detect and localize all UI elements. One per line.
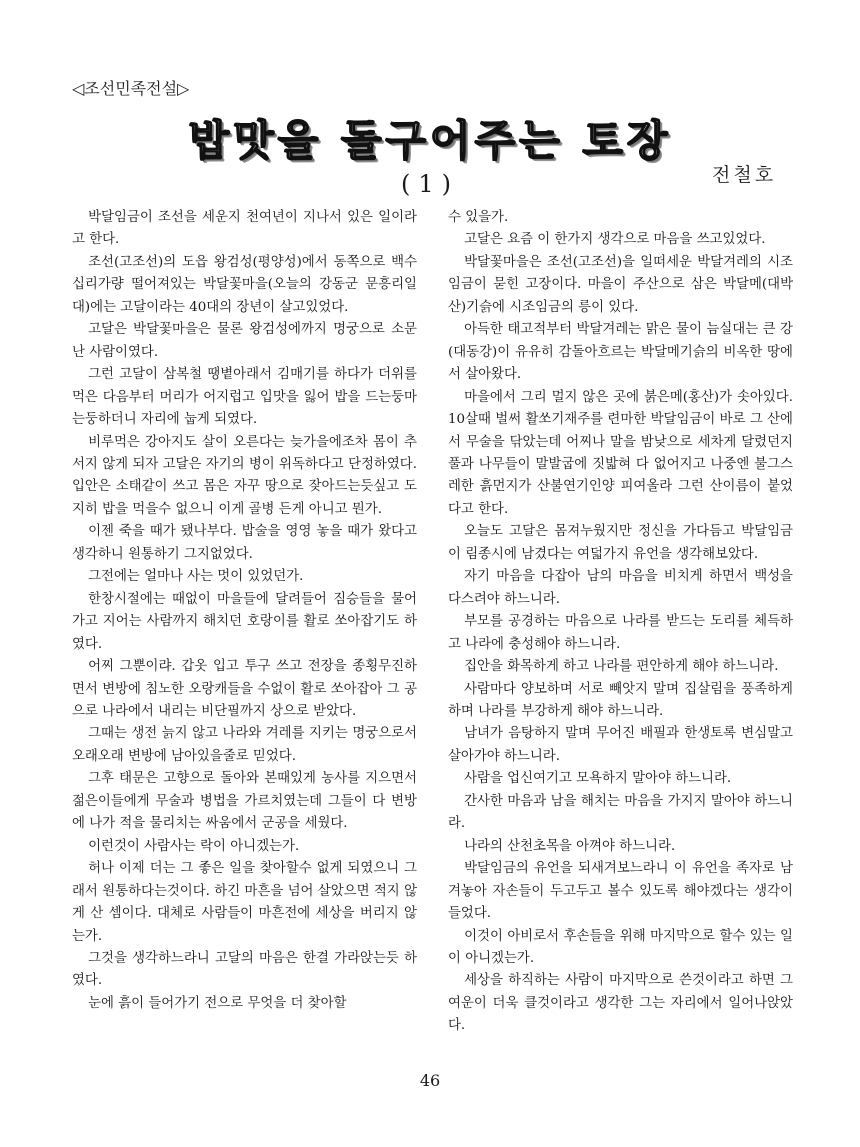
page-number: 46 bbox=[419, 1071, 441, 1090]
left-column bbox=[72, 207, 417, 1015]
paragraph: 허나 이제 더는 그 좋은 일을 찾아할수 없게 되였으니 그래서 원통하다는것이다. 하긴 마흔을 넘어 살았으면 적지 않게 산 셈이다. 대체로 사람들이 마흔전에 세상을 버리지 않는가. bbox=[72, 861, 417, 944]
paragraph: 조선(고조선)의 도읍 왕검성(평양성)에서 동쪽으로 백수십리가량 떨어져있는 박달꽃마을(오늘의 강동군 문흥리일대)에는 고달이라는 40대의 장년이 살고있었다. bbox=[72, 254, 417, 315]
paragraph: 이런것이 사람사는 락이 아니겠는가. bbox=[88, 838, 300, 854]
paragraph: 그런 고달이 삼복철 땡볕아래서 김매기를 하다가 더위를 먹은 다음부터 머리가 어지럽고 입맛을 잃어 밥을 드는둥마는둥하더니 자리에 눕게 되였다. bbox=[72, 367, 417, 428]
part-number: (1) bbox=[401, 170, 459, 198]
paragraph: 한창시절에는 때없이 마을들에 달려들어 짐승들을 물어가고 지어는 사람까지 해치던 호랑이를 활로 쏘아잡기도 하였다. bbox=[72, 591, 417, 652]
right-column bbox=[448, 207, 793, 1038]
paragraph: 아득한 태고적부터 박달겨레는 맑은 물이 늠실대는 큰 강(대동강)이 유유히 감돌아흐르는 박달메기슭의 비옥한 땅에서 살아왔다. bbox=[448, 322, 793, 383]
paragraph: 집안을 화목하게 하고 나라를 편안하게 해야 하느니라. bbox=[464, 659, 779, 675]
paragraph: 박달꽃마을은 조선(고조선)을 일떠세운 박달겨레의 시조임금이 묻힌 고장이다. 마을이 주산으로 삼은 박달메(대박산)기슭에 시조임금의 릉이 있다. bbox=[448, 254, 793, 315]
story-title: 밥맛을 돌구어주는 토장 bbox=[188, 116, 672, 165]
author-name: 전철호 bbox=[712, 164, 777, 186]
paragraph: 세상을 하직하는 사람이 마지막으로 쓴것이라고 하면 그 여운이 더욱 클것이라고 생각한 그는 자리에서 일어나앉았다. bbox=[448, 973, 793, 1034]
paragraph: 사람마다 양보하며 서로 빼앗지 말며 집살림을 풍족하게 하며 나라를 부강하게 해야 하느니라. bbox=[448, 681, 793, 719]
paragraph: 오늘도 고달은 몸져누웠지만 정신을 가다듬고 박달임금이 림종시에 남겼다는 여덟가지 유언을 생각해보았다. bbox=[448, 524, 793, 562]
paragraph: 그것을 생각하느라니 고달의 마음은 한결 가라앉는듯 하였다. bbox=[72, 950, 417, 989]
paragraph: 남녀가 음탕하지 말며 무어진 배필과 한생토록 변심말고 살아가야 하느니라. bbox=[448, 726, 793, 764]
paragraph: 이것이 아비로서 후손들을 위해 마지막으로 할수 있는 일이 아니겠는가. bbox=[448, 928, 793, 966]
paragraph: 간사한 마음과 남을 해치는 마음을 가지지 말아야 하느니라. bbox=[448, 793, 793, 832]
paragraph: 고달은 박달꽃마을은 물론 왕검성에까지 명궁으로 소문난 사람이였다. bbox=[72, 322, 417, 360]
paragraph: 이젠 죽을 때가 됐나부다. 밥술을 영영 놓을 때가 왔다고 생각하니 원통하기 그지없었다. bbox=[72, 524, 417, 562]
paragraph: 자기 마음을 다잡아 남의 마음을 비치게 하면서 백성을 다스려야 하느니라. bbox=[448, 569, 793, 607]
paragraph-continuation: 수 있을가. bbox=[448, 210, 509, 225]
paragraph: 그때는 생전 늙지 않고 나라와 겨레를 지키는 명궁으로서 오래오래 변방에 남아있을줄로 믿었다. bbox=[72, 726, 417, 764]
paragraph: 비루먹은 강아지도 살이 오른다는 늦가을에조차 몸이 추서지 않게 되자 고달은 자기의 병이 위독하다고 단정하였다. 입안은 소태같이 쓰고 몸은 자꾸 땅으로 잦아드는듯싶고 도지히 밥을 먹을수 없으니 이게 골병 든게 아니고 뭔가. bbox=[72, 434, 417, 517]
paragraph: 마을에서 그리 멀지 않은 곳에 붉은메(홍산)가 솟아있다. 10살때 벌써 활쏘기재주를 련마한 박달임금이 바로 그 산에서 무술을 닦았는데 어찌나 말을 밤낮으로 세차게 달렸던지 풀과 나무들이 말발굽에 짓밟혀 다 없어지고 나중엔 불그스레한 흙먼지가 산불연기인양 피여올라 그런 산이름이 붙었다고 한다. bbox=[448, 389, 793, 517]
paragraph: 그후 태문은 고향으로 돌아와 본때있게 농사를 지으면서 젊은이들에게 무술과 병법을 가르치였는데 그들이 다 변방에 나가 적을 물리치는 싸움에서 군공을 세웠다. bbox=[72, 771, 417, 832]
paragraph: 부모를 공경하는 마음으로 나라를 받드는 도리를 체득하고 나라에 충성해야 하느니라. bbox=[448, 614, 793, 652]
series-label: ◁조선민족전설▷ bbox=[72, 79, 190, 98]
paragraph: 눈에 흙이 들어가기 전으로 무엇을 더 찾아할 bbox=[88, 995, 347, 1011]
paragraph: 나라의 산천초목을 아껴야 하느니라. bbox=[464, 838, 676, 854]
paragraph: 박달임금의 유언을 되새겨보느라니 이 유언을 족자로 남겨놓아 자손들이 두고두고 볼수 있도록 해야겠다는 생각이 들었다. bbox=[448, 861, 793, 922]
paragraph: 그전에는 얼마나 사는 멋이 있었던가. bbox=[88, 569, 304, 585]
paragraph: 사람을 업신여기고 모욕하지 말아야 하느니라. bbox=[464, 771, 732, 787]
paragraph: 고달은 요즘 이 한가지 생각으로 마음을 쓰고있었다. bbox=[464, 232, 766, 248]
paragraph: 박달임금이 조선을 세운지 천여년이 지나서 있은 일이라고 한다. bbox=[72, 210, 417, 248]
paragraph: 어찌 그뿐이랴. 갑옷 입고 투구 쓰고 전장을 종횡무진하면서 변방에 침노한 오랑캐들을 수없이 활로 쏘아잡아 그 공으로 나라에서 내리는 비단필까지 상으로 받았다. bbox=[72, 659, 417, 719]
